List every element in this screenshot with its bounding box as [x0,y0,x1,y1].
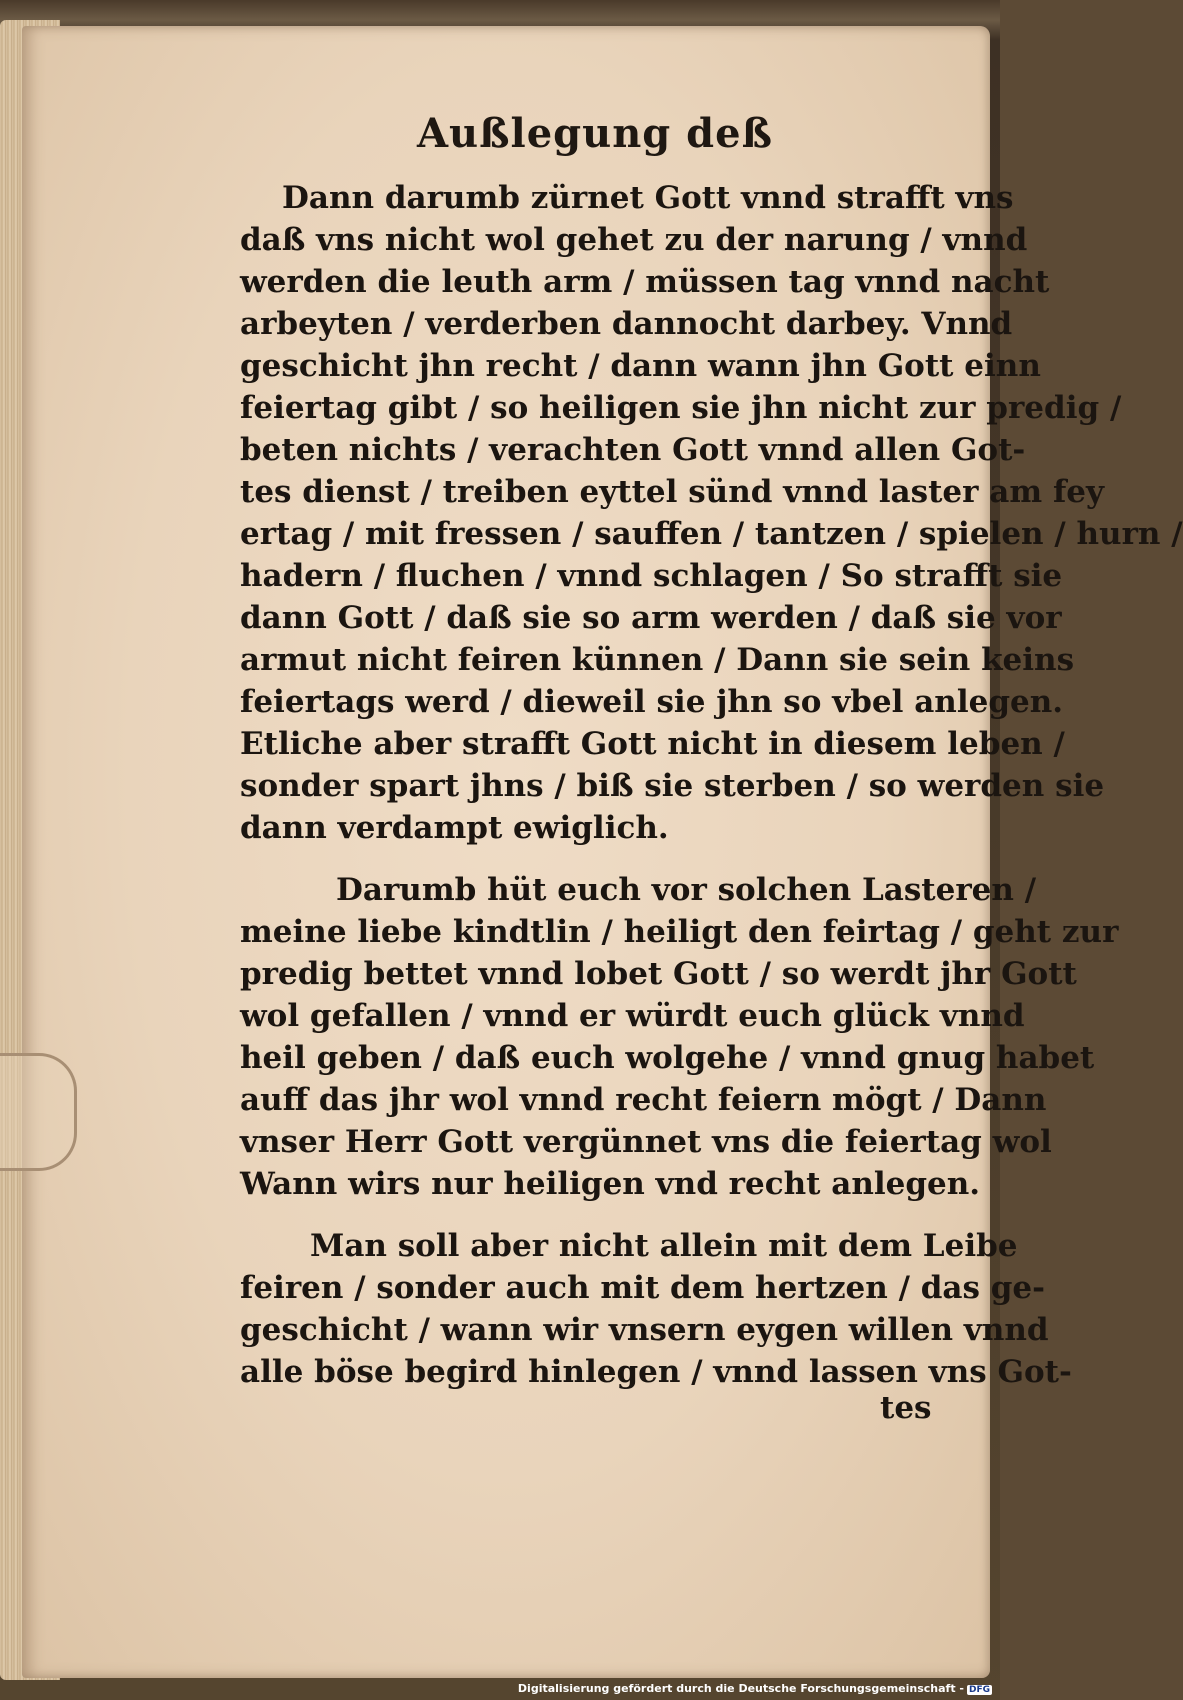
text-line: feiertag gibt / so heiligen sie jhn nicht zur predig / [240,390,1122,426]
text-line: Etliche aber strafft Gott nicht in diesem leben / [240,726,1065,762]
text-line: arbeyten / verderben dannocht darbey. Vnnd [240,306,1013,342]
digitization-credit [518,1682,992,1695]
text-line: feiertags werd / dieweil sie jhn so vbel anlegen. [240,684,1064,720]
running-head: Außlegung deß [417,110,773,157]
text-line: beten nichts / verachten Gott vnnd allen Got- [240,432,1026,468]
text-line: sonder spart jhns / biß sie sterben / so werden sie [240,768,1105,804]
text-line: daß vns nicht wol gehet zu der narung / vnnd [240,222,1028,258]
text-line: Dann darumb zürnet Gott vnnd strafft vns [282,180,1014,216]
text-line: heil geben / daß euch wolgehe / vnnd gnug habet [240,1040,1095,1076]
text-line: geschicht / wann wir vnsern eygen willen vnnd [240,1312,1049,1348]
text-line: auff das jhr wol vnnd recht feiern mögt / Dann [240,1082,1047,1118]
text-line: alle böse begird hinlegen / vnnd lassen vns Got- [240,1354,1072,1390]
dfg-logo: DFG [968,1685,990,1695]
text-line: ertag / mit fressen / sauffen / tantzen / spielen / hurn / [240,516,1183,552]
text-line: vnser Herr Gott vergünnet vns die feiertag wol [240,1124,1052,1160]
text-line: wol gefallen / vnnd er würdt euch glück vnnd [240,998,1025,1034]
text-line: Darumb hüt euch vor solchen Lasteren / [336,872,1037,908]
text-line: meine liebe kindtlin / heiligt den feirtag / geht zur [240,914,1119,950]
text-line: hadern / fluchen / vnnd schlagen / So strafft sie [240,558,1063,594]
text-line: feiren / sonder auch mit dem hertzen / das ge- [240,1270,1046,1306]
text-line: dann Gott / daß sie so arm werden / daß sie vor [240,600,1062,636]
page-clip [0,1053,77,1171]
text-line: dann verdampt ewiglich. [240,810,669,846]
credit-text: Digitalisierung gefördert durch die Deutsche Forschungsgemeinschaft - [517,1682,964,1695]
text-line: armut nicht feiren künnen / Dann sie sein keins [240,642,1075,678]
text-line: werden die leuth arm / müssen tag vnnd nacht [240,264,1050,300]
catchword: tes [880,1390,932,1426]
text-line: Wann wirs nur heiligen vnd recht anlegen. [240,1166,981,1202]
text-line: tes dienst / treiben eyttel sünd vnnd laster am fey [240,474,1105,510]
text-line: predig bettet vnnd lobet Gott / so werdt jhr Gott [240,956,1077,992]
text-line: geschicht jhn recht / dann wann jhn Gott einn [240,348,1041,384]
text-line: Man soll aber nicht allein mit dem Leibe [310,1228,1018,1264]
